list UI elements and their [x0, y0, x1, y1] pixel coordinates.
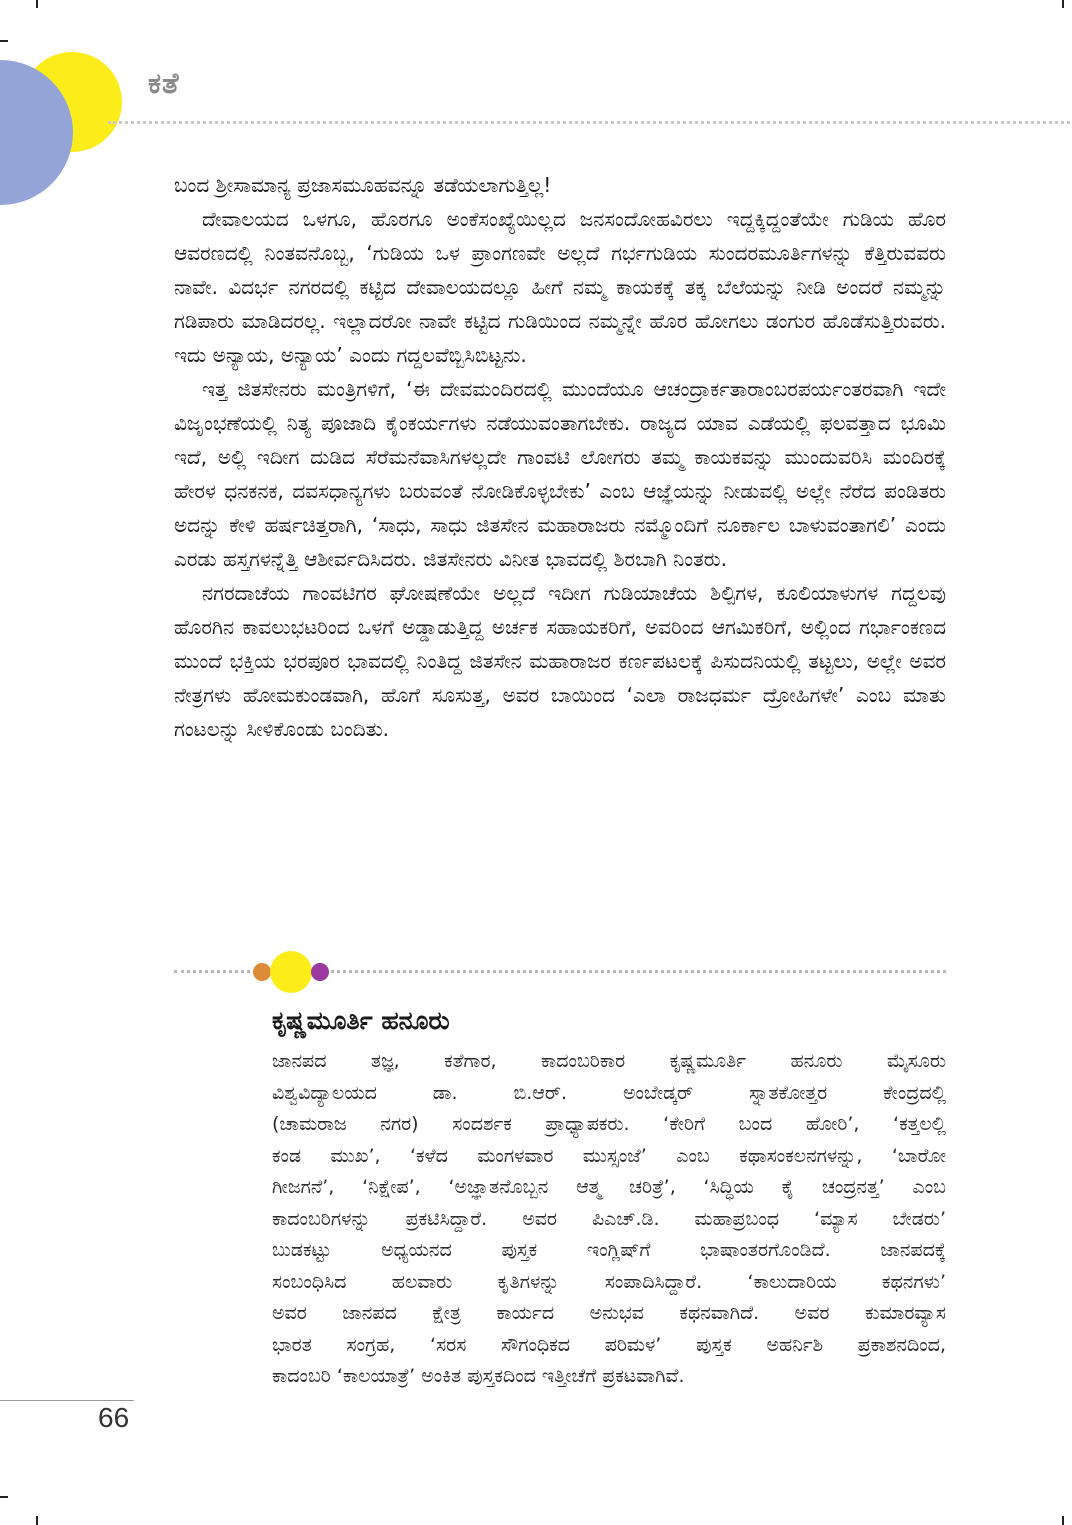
- crop-mark: [36, 1516, 38, 1525]
- crop-mark: [1062, 1516, 1064, 1525]
- bio-line: ಸಂಬಂಧಿಸಿದ ಹಲವಾರು ಕೃತಿಗಳನ್ನು ಸಂಪಾದಿಸಿದ್ದಾರೆ. ‘ಕಾಲುದಾರಿಯ ಕಥನಗಳು’: [272, 1270, 946, 1293]
- bio-line: ಕಾದಂಬರಿ ‘ಕಾಲಯಾತ್ರೆ’ ಅಂಕಿತ ಪುಸ್ತಕದಿಂದ ಇತ್ತೀಚೆಗೆ ಪ್ರಕಟವಾಗಿವೆ.: [272, 1365, 685, 1387]
- story-paragraph: ಇತ್ತ ಜಿತಸೇನರು ಮಂತ್ರಿಗಳಿಗೆ, ‘ಈ ದೇವಮಂದಿರದಲ್ಲಿ ಮುಂದೆಯೂ ಆಚಂದ್ರಾರ್ಕತಾರಾಂಬರಪರ್ಯಂತರವಾಗಿ ಇದೇ ವಿಜೃಂಭಣೆಯಲ್ಲಿ ನಿತ್ಯ ಪೂಜಾದಿ ಕೈಂಕರ್ಯಗಳು ನಡೆಯುವಂತಾಗಬೇಕು. ರಾಜ್ಯದ ಯಾವ ಎಡೆಯಲ್ಲಿ ಫಲವತ್ತಾದ ಭೂಮಿ ಇದೆ, ಅಲ್ಲಿ ಇದೀಗ ದುಡಿದ ಸೆರೆಮನೆವಾಸಿಗಳಲ್ಲದೇ ಗಾಂವಟಿ ಲೋಗರು ತಮ್ಮ ಕಾಯಕವನ್ನು ಮುಂದುವರಿಸಿ ಮಂದಿರಕ್ಕೆ ಹೇರಳ ಧನಕನಕ, ದವಸಧಾನ್ಯಗಳು ಬರುವಂತೆ ನೋಡಿಕೊಳ್ಳಬೇಕು’ ಎಂಬ ಆಜ್ಞೆಯನ್ನು ನೀಡುವಲ್ಲಿ ಅಲ್ಲೇ ನೆರೆದ ಪಂಡಿತರು ಅದನ್ನು ಕೇಳಿ ಹರ್ಷಚಿತ್ತರಾಗಿ, ‘ಸಾಧು, ಸಾಧು ಜಿತಸೇನ ಮಹಾರಾಜರು ನಮ್ಮೊಂದಿಗೆ ನೂರ್ಕಾಲ ಬಾಳುವಂತಾಗಲಿ’ ಎಂದು ಎರಡು ಹಸ್ತಗಳನ್ನೆತ್ತಿ ಆಶೀರ್ವದಿಸಿದರು. ಜಿತಸೇನರು ವಿನೀತ ಭಾವದಲ್ಲಿ ಶಿರಬಾಗಿ ನಿಂತರು.: [174, 377, 946, 571]
- author-bio: [272, 1046, 946, 1393]
- footer-rule: [0, 1400, 134, 1401]
- crop-mark: [1062, 0, 1064, 8]
- author-name: ಕೃಷ್ಣಮೂರ್ತಿ ಹನೂರು: [272, 1006, 450, 1035]
- crop-mark: [0, 1496, 8, 1498]
- story-paragraph: ನಗರದಾಚೆಯ ಗಾಂವಟಿಗರ ಘೋಷಣೆಯೇ ಅಲ್ಲದೆ ಇದೀಗ ಗುಡಿಯಾಚೆಯ ಶಿಲ್ಪಿಗಳ, ಕೂಲಿಯಾಳುಗಳ ಗದ್ದಲವು ಹೊರಗಿನ ಕಾವಲುಭಟರಿಂದ ಒಳಗೆ ಅಡ್ಡಾಡುತ್ತಿದ್ದ ಅರ್ಚಕ ಸಹಾಯಕರಿಗೆ, ಅವರಿಂದ ಆಗಮಿಕರಿಗೆ, ಅಲ್ಲಿಂದ ಗರ್ಭಾಂಕಣದ ಮುಂದೆ ಭಕ್ತಿಯ ಭರಪೂರ ಭಾವದಲ್ಲಿ ನಿಂತಿದ್ದ ಜಿತಸೇನ ಮಹಾರಾಜರ ಕರ್ಣಪಟಲಕ್ಕೆ ಪಿಸುದನಿಯಲ್ಲಿ ತಟ್ಟಲು, ಅಲ್ಲೇ ಅವರ ನೇತ್ರಗಳು ಹೋಮಕುಂಡವಾಗಿ, ಹೊಗೆ ಸೂಸುತ್ತ, ಅವರ ಬಾಯಿಂದ ‘ಎಲಾ ರಾಜಧರ್ಮ ದ್ರೋಹಿಗಳೇ’ ಎಂಬ ಮಾತು ಗಂಟಲನ್ನು ಸೀಳಿಕೊಂಡು ಬಂದಿತು.: [174, 581, 946, 741]
- story-paragraph: ದೇವಾಲಯದ ಒಳಗೂ, ಹೊರಗೂ ಅಂಕೆಸಂಖ್ಯೆಯಿಲ್ಲದ ಜನಸಂದೋಹವಿರಲು ಇದ್ದಕ್ಕಿದ್ದಂತೆಯೇ ಗುಡಿಯ ಹೊರ ಆವರಣದಲ್ಲಿ ನಿಂತವನೊಬ್ಬ, ‘ಗುಡಿಯ ಒಳ ಪ್ರಾಂಗಣವೇ ಅಲ್ಲದೆ ಗರ್ಭಗುಡಿಯ ಸುಂದರಮೂರ್ತಿಗಳನ್ನು ಕೆತ್ತಿರುವವರು ನಾವೇ. ವಿದರ್ಭ ನಗರದಲ್ಲಿ ಕಟ್ಟಿದ ದೇವಾಲಯದಲ್ಲೂ ಹೀಗೆ ನಮ್ಮ ಕಾಯಕಕ್ಕೆ ತಕ್ಕ ಬೆಲೆಯನ್ನು ನೀಡಿ ಅಂದರೆ ನಮ್ಮನ್ನು ಗಡಿಪಾರು ಮಾಡಿದರಲ್ಲ. ಇಲ್ಲಾದರೋ ನಾವೇ ಕಟ್ಟಿದ ಗುಡಿಯಿಂದ ನಮ್ಮನ್ನೇ ಹೊರ ಹೋಗಲು ಡಂಗುರ ಹೊಡೆಸುತ್ತಿರುವರು. ಇದು ಅನ್ಯಾಯ, ಅನ್ಯಾಯ’ ಎಂದು ಗದ್ದಲವೆಬ್ಬಿಸಿಬಿಟ್ಟನು.: [174, 207, 946, 367]
- orange-dot: [253, 963, 271, 981]
- bio-line: ಅವರ ಜಾನಪದ ಕ್ಷೇತ್ರ ಕಾರ್ಯದ ಅನುಭವ ಕಥನವಾಗಿದೆ. ಅವರ ಕುಮಾರವ್ಯಾಸ: [272, 1302, 946, 1324]
- story-text: [174, 168, 946, 746]
- bio-line: ಭಾರತ ಸಂಗ್ರಹ, ‘ಸರಸ ಸೌಗಂಧಿಕದ ಪರಿಮಳ’ ಪುಸ್ತಕ ಅಹರ್ನಿಶಿ ಪ್ರಕಾಶನದಿಂದ,: [272, 1333, 946, 1356]
- crop-mark: [0, 40, 8, 42]
- bio-line: ಗೀಜಗನೆ’, ‘ನಿಕ್ಷೇಪ’, ‘ಅಜ್ಞಾತನೊಬ್ಬನ ಆತ್ಮ ಚರಿತ್ರೆ’, ‘ಸಿದ್ಧಿಯ ಕೈ ಚಂದ್ರನತ್ತ’ ಎಂಬ: [272, 1176, 946, 1198]
- crop-mark: [36, 0, 38, 8]
- bio-line: ಕಾದಂಬರಿಗಳನ್ನು ಪ್ರಕಟಿಸಿದ್ದಾರೆ. ಅವರ ಪಿಎಚ್.ಡಿ. ಮಹಾಪ್ರಬಂಧ ‘ಮ್ಯಾಸ ಬೇಡರು’: [272, 1207, 946, 1230]
- header-dotted-rule: [108, 121, 1070, 124]
- yellow-dot: [270, 951, 312, 993]
- bio-line: (ಚಾಮರಾಜ ನಗರ) ಸಂದರ್ಶಕ ಪ್ರಾಧ್ಯಾಪಕರು. ‘ಕೇರಿಗೆ ಬಂದ ಹೋರಿ’, ‘ಕತ್ತಲಲ್ಲಿ: [272, 1113, 946, 1135]
- page-number: 66: [98, 1402, 130, 1433]
- bio-line: ಕಂಡ ಮುಖ’, ‘ಕಳೆದ ಮಂಗಳವಾರ ಮುಸ್ಸಂಜೆ’ ಎಂಬ ಕಥಾಸಂಕಲನಗಳನ್ನು, ‘ಬಾರೋ: [272, 1144, 946, 1167]
- bio-line: ಬುಡಕಟ್ಟು ಅಧ್ಯಯನದ ಪುಸ್ತಕ ಇಂಗ್ಲಿಷ್‌ಗೆ ಭಾಷಾಂತರಗೊಂಡಿದೆ. ಜಾನಪದಕ್ಕೆ: [272, 1239, 946, 1261]
- purple-dot: [311, 963, 329, 981]
- story-paragraph: ಬಂದ ಶ್ರೀಸಾಮಾನ್ಯ ಪ್ರಜಾಸಮೂಹವನ್ನೂ ತಡೆಯಲಾಗುತ್ತಿಲ್ಲ!: [174, 173, 552, 197]
- bio-line: ಜಾನಪದ ತಜ್ಞ, ಕತೆಗಾರ, ಕಾದಂಬರಿಕಾರ ಕೃಷ್ಣಮೂರ್ತಿ ಹನೂರು ಮೈಸೂರು: [272, 1050, 946, 1072]
- section-title: ಕತೆ: [148, 66, 180, 100]
- bio-line: ವಿಶ್ವವಿದ್ಯಾಲಯದ ಡಾ. ಬಿ.ಆರ್. ಅಂಬೇಡ್ಕರ್ ಸ್ನಾತಕೋತ್ತರ ಕೇಂದ್ರದಲ್ಲಿ: [272, 1081, 946, 1104]
